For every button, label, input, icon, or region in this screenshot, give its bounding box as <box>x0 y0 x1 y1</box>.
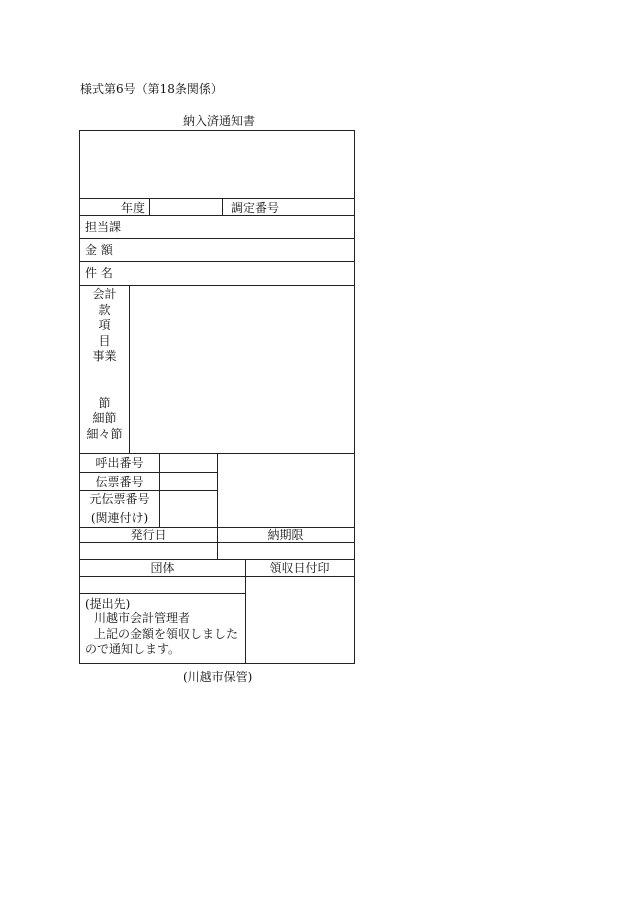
account-line: 項 <box>98 318 111 332</box>
document-title: 納入済通知書 <box>183 114 256 128</box>
due-date-label: 納期限 <box>267 528 304 542</box>
organization-label: 団体 <box>150 561 175 575</box>
original-slip-sublabel: (関連付け) <box>90 511 149 525</box>
subject-label: 件 名 <box>85 266 113 280</box>
account-line: 細々節 <box>86 426 123 441</box>
notice-form <box>79 130 355 664</box>
department-label: 担当課 <box>85 220 122 234</box>
keeper-note: (川越市保管) <box>183 670 253 684</box>
original-slip-label: 元伝票番号 <box>89 492 150 506</box>
account-line <box>80 380 129 396</box>
receipt-stamp-label: 領収日付印 <box>269 561 330 575</box>
form-reference: 様式第6号（第18条関係） <box>80 82 223 96</box>
account-line: 会計 <box>92 287 117 301</box>
survey-number-label: 調定番号 <box>231 201 280 215</box>
account-category-list <box>80 287 129 442</box>
submit-to-label: (提出先) <box>85 597 131 611</box>
slip-number-label: 伝票番号 <box>95 475 144 489</box>
issue-date-label: 発行日 <box>130 528 167 542</box>
amount-label: 金 額 <box>85 243 113 257</box>
account-line: 目 <box>98 333 111 348</box>
account-line: 細節 <box>92 411 117 425</box>
treasurer-label: 川越市会計管理者 <box>94 611 191 625</box>
account-line: 款 <box>98 302 111 317</box>
call-number-label: 呼出番号 <box>95 456 144 470</box>
notice-line-2: ので通知します。 <box>85 642 181 656</box>
notice-line-1: 上記の金額を領収しました <box>94 627 239 641</box>
account-line: 節 <box>98 395 111 410</box>
year-label: 年度 <box>121 201 146 215</box>
account-line <box>80 365 129 381</box>
account-line: 事業 <box>92 349 117 363</box>
